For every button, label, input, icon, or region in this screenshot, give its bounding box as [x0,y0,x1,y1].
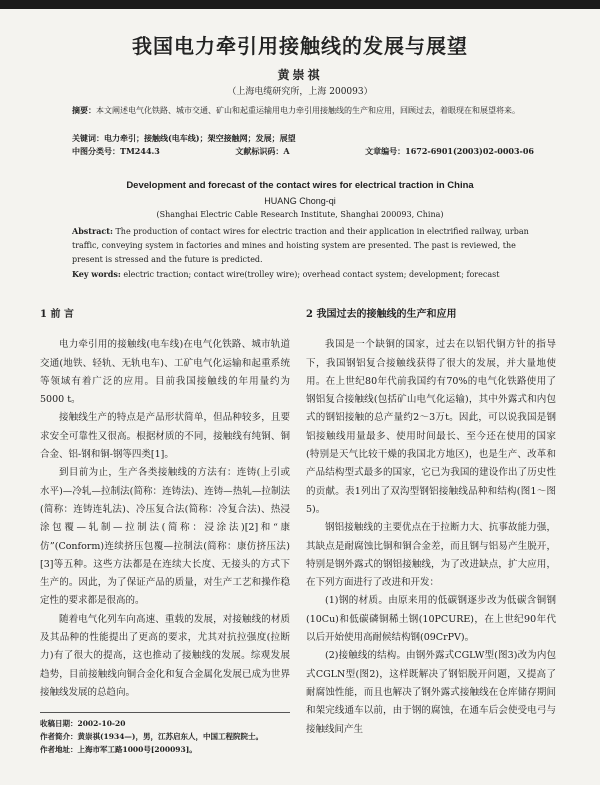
author-affiliation: （上海电缆研究所，上海 200093） [227,87,373,97]
document-code: 文献标识码：A [235,146,290,156]
section-1-paragraph: 接触线生产的特点是产品形状简单，但品种较多，且要求安全可靠性又很高。根据材质的不同，接触线有纯铜、铜合金、铝-钢和铜-钢等四类[1]。 [40,412,290,461]
left-column [40,306,290,702]
section-1-heading: 1 前 言 [40,309,74,320]
article-number: 文章编号：1672-6901(2003)02-0003-06 [365,146,534,156]
page-top-strip [0,0,600,9]
right-column [306,306,556,739]
abstract-cn [72,103,534,118]
section-1-paragraph: 随着电气化列车向高速、重载的发展，对接触线的材质及其品种的性能提出了更高的要求，尤其对抗拉强度(拉断力)有了很大的提高，这也推动了接触线的发展。综观发展趋势，目前接触线向铜合金化和复合金属化发展已成为世界接触线发展的总趋向。 [40,613,290,698]
received-date: 收稿日期：2002-10-20 [40,719,126,728]
section-2-paragraph: (2)接触线的结构。由钢外露式CGLW型(图3)改为内包式CGLN型(图2)，这样既解决了钢铝脱开问题，又提高了耐腐蚀性能，而且也解决了钢外露式接触线在仓库储存期间和架完线通车以前，由于钢的腐蚀，在通车后会使受电弓与接触线间产生 [306,650,556,735]
section-1-paragraph: 电力牵引用的接触线(电车线)在电气化铁路、城市轨道交通(地铁、轻轨、无轨电车)、工矿电气化运输和起重系统等领域有着广泛的应用。目前我国接触线的年用量约为5000 t。 [40,339,290,406]
english-abstract-text: The production of contact wires for electric traction and their application in electrified railway, urban traffic, conveying system in factories and mines and hoisting system are presented. The past is reviewed, the present is stressed and the future is predicted. [72,227,529,264]
english-keywords [72,267,534,282]
english-author: HUANG Chong-qi [264,196,336,206]
english-abstract [72,224,534,267]
english-keywords-text: electric traction; contact wire(trolley wire); overhead contact system; development; forecast [123,270,500,279]
english-keywords-label: Key words: [72,269,121,279]
author-name: 黄崇祺 [277,68,323,82]
section-1-paragraph: 到目前为止，生产各类接触线的方法有：连铸(上引或水平)—冷轧—拉制法(简称：连铸法)、连铸—热轧—拉制法(简称：连铸连轧法)、冷压复合法(简称：冷复合法)、热浸涂包覆—轧制—拉制法(简称：浸涂法)[2]和“康仿”(Conform)连续挤压包覆—拉制法(简称：康仿挤压法)[3]等五种。这些方法都是在连续大长度、无接头的方式下生产的。因此，为了保证产品的质量，对生产工艺和操作稳定性的要求都是很高的。 [40,467,290,607]
abstract-cn-label: 摘要： [72,105,96,115]
section-2-paragraph: 我国是一个缺铜的国家，过去在以铝代铜方针的指导下，我国钢铝复合接触线获得了很大的发展，并大量地使用。在上世纪80年代前我国约有70%的电气化铁路使用了钢铝复合接触线(包括矿山电气化运输)，其中外露式和内包式的钢铝接触的总产量约2～3万t。因此，可以说我国是钢铝接触线用量最多、使用时间最长、至今还在使用的国家(特别是天气比较干燥的我国北方地区)，也是生产、改革和产品结构型式最多的国家，它已为我国的建设作出了历史性的贡献。表1列出了双沟型钢铝接触线品种和结构(图1～图5)。 [306,339,556,515]
author-bio: 作者简介：黄崇祺(1934—)，男，江苏启东人，中国工程院院士。 [40,732,263,741]
paper-title: 我国电力牵引用接触线的发展与展望 [132,34,468,58]
author-address: 作者地址：上海市军工路1000号[200093]。 [40,745,197,754]
classification-line [72,146,534,157]
abstract-cn-text: 本文阐述电气化铁路、城市交通、矿山和起重运输用电力牵引用接触线的生产和应用，回顾过去，着眼现在和展望将来。 [96,106,520,115]
english-title: Development and forecast of the contact wires for electrical traction in China [126,180,474,191]
footnotes [40,712,290,756]
english-affiliation: (Shanghai Electric Cable Research Institute, Shanghai 200093, China) [156,210,444,219]
keywords-cn [72,131,534,145]
english-abstract-label: Abstract: [72,226,113,236]
keywords-cn-text: 电力牵引；接触线(电车线)；架空接触网；发展；展望 [104,133,296,143]
clc-number: 中图分类号：TM244.3 [72,146,160,156]
section-2-heading: 2 我国过去的接触线的生产和应用 [306,309,457,320]
section-2-paragraph: 钢铝接触线的主要优点在于拉断力大、抗事故能力强，其缺点是耐腐蚀比铜和铜合金差，而且钢与铝易产生脱开，特别是钢外露式的钢铝接触线，为了改进缺点，扩大应用，在下列方面进行了改进和开发： [306,522,556,589]
keywords-cn-label: 关键词： [72,133,104,143]
section-2-paragraph: (1)钢的材质。由原来用的低碳钢逐步改为低碳含铜钢(10Cu)和低碳磷铜稀土钢(10PCURE)，在上世纪90年代以后开始使用高耐候结构钢(09CrPV)。 [306,595,556,644]
